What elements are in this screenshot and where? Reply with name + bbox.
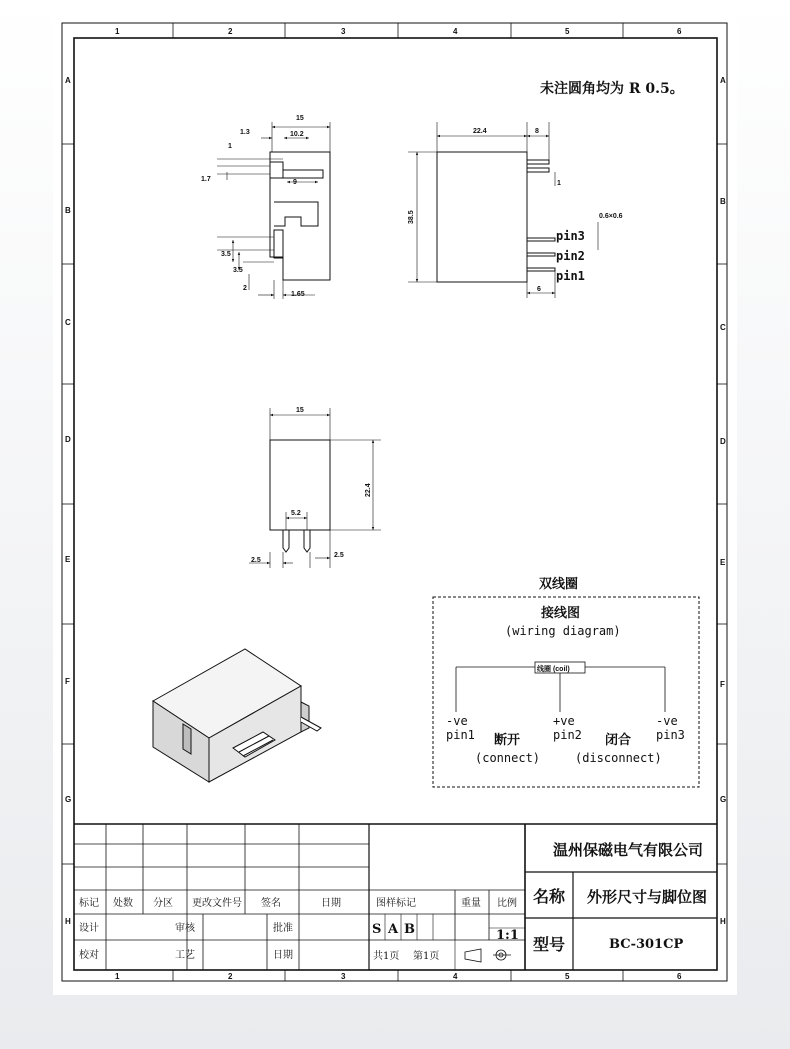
column-label: 1 <box>115 972 120 981</box>
sheet-number: 第1页 <box>413 951 440 962</box>
row-label: H <box>65 917 71 926</box>
column-label: 4 <box>453 27 458 36</box>
pin-polarity: -ve <box>656 714 678 728</box>
column-label: 6 <box>677 972 682 981</box>
row-label: B <box>720 197 726 206</box>
wiring-subtitle: (wiring diagram) <box>505 624 621 638</box>
header-cell: 标记 <box>79 898 99 909</box>
dim-label: 10.2 <box>290 131 304 138</box>
column-label: 3 <box>341 27 346 36</box>
dim-label: 2.5 <box>334 552 344 559</box>
sample-mark: A <box>388 922 399 937</box>
drawing-sheet <box>53 12 737 995</box>
row-label: E <box>720 558 726 567</box>
general-note: 未注圆角均为 R 0.5。 <box>540 81 684 97</box>
approve-label: 批准 <box>273 923 293 934</box>
check-label: 校对 <box>79 950 99 961</box>
column-label: 6 <box>677 27 682 36</box>
sheet-count: 共1页 <box>373 951 400 962</box>
dim-label: 3.5 <box>221 251 231 258</box>
header-cell: 更改文件号 <box>192 898 242 909</box>
scale-value: 1:1 <box>496 928 519 943</box>
bottom-view-dims <box>251 407 372 564</box>
column-label: 5 <box>565 27 570 36</box>
dim-label: 15 <box>296 115 304 122</box>
dim-label: 2.5 <box>251 557 261 564</box>
model-number: BC-301CP <box>609 937 684 952</box>
row-label: D <box>720 437 726 446</box>
row-label: G <box>65 795 72 804</box>
name-label: 名称 <box>533 887 566 906</box>
row-label: C <box>65 318 71 327</box>
review-label: 审核 <box>175 923 195 934</box>
header-cell: 日期 <box>321 898 341 909</box>
row-label: C <box>720 323 726 332</box>
pin-name: pin2 <box>553 728 582 742</box>
dim-label: 38.5 <box>408 210 415 224</box>
dim-label: 2 <box>243 285 247 292</box>
pin-name: pin3 <box>656 728 685 742</box>
coil-label: 线圈 (coil) <box>537 666 570 673</box>
pin-label: pin2 <box>556 249 585 263</box>
wiring-title: 接线图 <box>541 606 581 621</box>
column-label: 3 <box>341 972 346 981</box>
header-cell: 分区 <box>153 898 173 909</box>
row-label: A <box>65 76 71 85</box>
drawing-name: 外形尺寸与脚位图 <box>587 888 708 906</box>
column-label: 2 <box>228 972 233 981</box>
outer-frame <box>62 23 727 981</box>
pin-polarity: -ve <box>446 714 468 728</box>
model-label: 型号 <box>533 935 566 954</box>
header-cell: 处数 <box>113 898 133 909</box>
row-label: G <box>720 795 727 804</box>
column-label: 2 <box>228 27 233 36</box>
sample-mark: B <box>404 922 415 937</box>
pin-label: pin3 <box>556 229 585 243</box>
sample-mark: S <box>372 922 382 937</box>
pin-label: pin1 <box>556 269 585 283</box>
dim-label: 1.3 <box>240 129 250 136</box>
header-cell: 签名 <box>261 898 281 909</box>
row-label: F <box>720 680 725 689</box>
state-label-en: (connect) <box>475 751 541 765</box>
dim-label: 8 <box>535 128 539 135</box>
dim-label: 3.5 <box>233 267 243 274</box>
pin-polarity: +ve <box>553 714 575 728</box>
weight-label: 重量 <box>461 898 481 909</box>
column-label: 5 <box>565 972 570 981</box>
row-labels <box>65 76 726 926</box>
state-label-en: (disconnect) <box>575 751 662 765</box>
column-label: 4 <box>453 972 458 981</box>
dim-label: 1 <box>228 143 232 150</box>
dim-label: 5.2 <box>291 510 301 517</box>
row-label: A <box>720 76 726 85</box>
dim-label: 1.7 <box>201 176 211 183</box>
row-label: F <box>65 677 70 686</box>
state-label: 闭合 <box>605 733 632 748</box>
process-label: 工艺 <box>175 950 195 961</box>
projection-symbol <box>465 949 511 962</box>
wiring-caption: 双线圈 <box>539 577 579 592</box>
zone-ticks <box>62 23 727 981</box>
date-label: 日期 <box>273 950 293 961</box>
front-view-dims <box>408 128 623 293</box>
dim-label: 22.4 <box>473 128 487 135</box>
inner-frame <box>74 38 717 970</box>
design-label: 设计 <box>79 923 99 934</box>
company-name: 温州保磁电气有限公司 <box>553 841 704 859</box>
dim-label: 1.65 <box>291 291 305 298</box>
dim-label: 6 <box>537 286 541 293</box>
column-labels <box>115 27 682 981</box>
bottom-view <box>249 408 381 568</box>
row-label: B <box>65 206 71 215</box>
column-label: 1 <box>115 27 120 36</box>
side-view-dims <box>201 115 305 298</box>
row-label: D <box>65 435 71 444</box>
row-label: H <box>720 917 726 926</box>
state-label: 断开 <box>494 733 521 748</box>
dim-label: 0.6×0.6 <box>599 213 623 220</box>
dim-label: 22.4 <box>365 483 372 497</box>
dim-label: 9 <box>293 179 297 186</box>
sample-mark-label: 图样标记 <box>376 898 416 909</box>
dim-label: 1 <box>557 180 561 187</box>
scale-label: 比例 <box>497 898 517 909</box>
technical-drawing <box>53 12 737 995</box>
dim-label: 15 <box>296 407 304 414</box>
isometric-view <box>153 649 321 782</box>
pin-name: pin1 <box>446 728 475 742</box>
row-label: E <box>65 555 71 564</box>
